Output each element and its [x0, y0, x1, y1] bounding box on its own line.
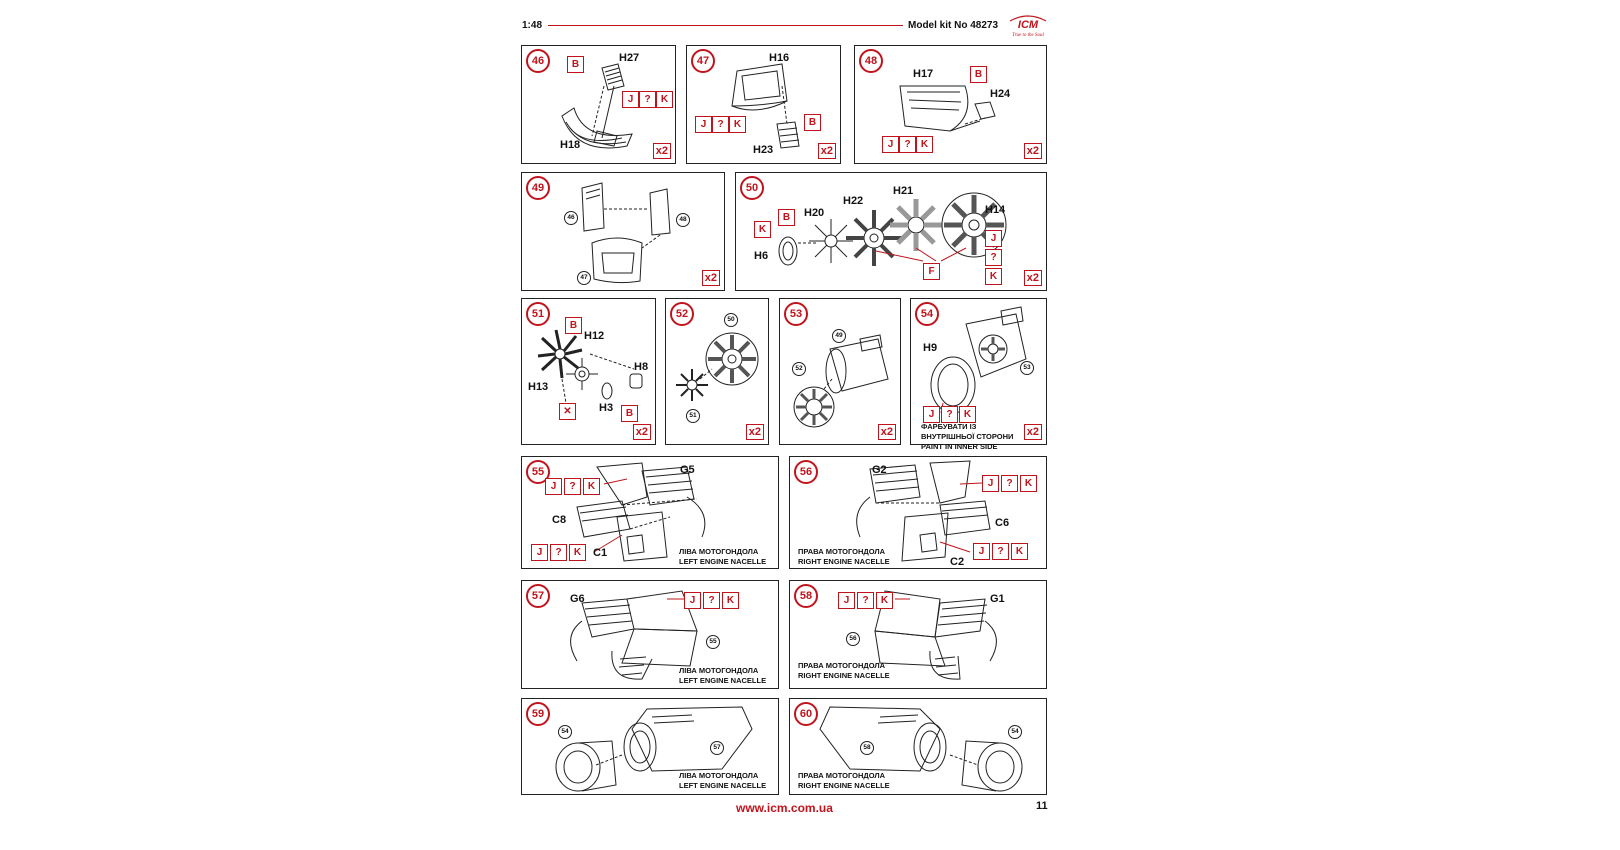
part-label: H17 [913, 68, 934, 80]
paint-code: K [959, 406, 976, 423]
quantity-badge: x2 [878, 424, 896, 440]
step-55-panel [521, 456, 779, 569]
quantity-badge: x2 [633, 424, 651, 440]
part-label: H18 [560, 139, 581, 151]
nacelle-title [798, 771, 890, 791]
paint-code: K [656, 91, 673, 108]
step-56-number: 56 [794, 460, 818, 484]
step-55-number: 55 [526, 460, 550, 484]
kit-number: Model kit No 48273 [908, 20, 999, 31]
nacelle-title-en: RIGHT ENGINE NACELLE [798, 557, 890, 566]
nacelle-title [679, 771, 766, 791]
paint-code: ? [564, 478, 581, 495]
step-49-number: 49 [526, 176, 550, 200]
paint-code: J [622, 91, 639, 108]
quantity-badge: x2 [1024, 143, 1042, 159]
paint-note-ua-2: ВНУТРІШНЬОЇ СТОРОНИ [921, 432, 1014, 441]
part-label: H3 [599, 402, 614, 414]
paint-code: K [1020, 475, 1037, 492]
part-label: G5 [680, 464, 695, 476]
logo-tagline: True to the Soul [1012, 33, 1044, 38]
nacelle-title-ua: ПРАВА МОТОГОНДОЛА [798, 771, 886, 780]
step-reference: 57 [710, 741, 724, 755]
part-label: C2 [950, 556, 965, 568]
paint-code: K [569, 544, 586, 561]
paint-code: ? [712, 116, 729, 133]
nacelle-title [679, 547, 766, 567]
quantity-badge: x2 [653, 143, 671, 159]
part-label: H6 [754, 250, 769, 262]
quantity-badge: x2 [1024, 424, 1042, 440]
step-reference: 56 [846, 632, 860, 646]
paint-code: ? [857, 592, 874, 609]
paint-code: F [923, 263, 940, 280]
paint-code: ? [992, 543, 1009, 560]
nacelle-title-ua: ЛІВА МОТОГОНДОЛА [679, 666, 759, 675]
step-reference: 49 [832, 329, 846, 343]
nacelle-title-en: LEFT ENGINE NACELLE [679, 557, 767, 566]
step-reference: 48 [676, 213, 690, 227]
part-label: C8 [552, 514, 567, 526]
paint-code: J [973, 543, 990, 560]
step-60-number: 60 [794, 702, 818, 726]
nacelle-title-ua: ЛІВА МОТОГОНДОЛА [679, 771, 759, 780]
part-label: H12 [584, 330, 605, 342]
step-47-number: 47 [691, 49, 715, 73]
paint-note-ua-1: ФАРБУВАТИ ІЗ [921, 422, 977, 431]
part-label: H21 [893, 185, 914, 197]
nacelle-title [798, 661, 890, 681]
paint-code: ? [550, 544, 567, 561]
step-reference: 58 [860, 741, 874, 755]
step-reference: 46 [564, 211, 578, 225]
paint-code: ✕ [559, 403, 576, 420]
paint-code: ? [899, 136, 916, 153]
nacelle-title-ua: ПРАВА МОТОГОНДОЛА [798, 661, 886, 670]
step-50-panel [735, 172, 1047, 291]
website-link[interactable]: www.icm.com.ua [736, 801, 833, 815]
header-rule [548, 25, 903, 26]
part-label: H20 [804, 207, 825, 219]
nacelle-title [798, 547, 890, 567]
paint-code: K [722, 592, 739, 609]
step-53-number: 53 [784, 302, 808, 326]
logo-text: ICM [1017, 19, 1039, 31]
step-56-panel [789, 456, 1047, 569]
quantity-badge: x2 [746, 424, 764, 440]
paint-code: J [838, 592, 855, 609]
paint-code: ? [941, 406, 958, 423]
step-57-number: 57 [526, 584, 550, 608]
step-49-panel [521, 172, 725, 291]
paint-code: K [583, 478, 600, 495]
step-reference: 52 [792, 362, 806, 376]
nacelle-title-en: LEFT ENGINE NACELLE [679, 781, 767, 790]
nacelle-title-en: RIGHT ENGINE NACELLE [798, 671, 890, 680]
step-52-panel [665, 298, 769, 445]
paint-note-en: PAINT IN INNER SIDE [921, 442, 998, 451]
step-46-number: 46 [526, 49, 550, 73]
step-58-number: 58 [794, 584, 818, 608]
step-46-panel [521, 45, 676, 164]
step-49-drawing [522, 173, 726, 292]
part-label: H22 [843, 195, 864, 207]
paint-code: K [754, 221, 771, 238]
quantity-badge: x2 [702, 270, 720, 286]
part-label: G1 [990, 593, 1005, 605]
step-53-panel [779, 298, 901, 445]
paint-code: K [876, 592, 893, 609]
step-52-number: 52 [670, 302, 694, 326]
step-59-number: 59 [526, 702, 550, 726]
paint-code: J [695, 116, 712, 133]
paint-code: J [545, 478, 562, 495]
paint-code: B [621, 405, 638, 422]
nacelle-title-ua: ПРАВА МОТОГОНДОЛА [798, 547, 886, 556]
scale-label: 1:48 [522, 20, 543, 31]
paint-code: J [882, 136, 899, 153]
step-reference: 47 [577, 271, 591, 285]
paint-code: J [684, 592, 701, 609]
paint-code: B [970, 66, 987, 83]
step-reference: 53 [1020, 361, 1034, 375]
paint-code: ? [639, 91, 656, 108]
step-reference: 54 [558, 725, 572, 739]
step-reference: 50 [724, 313, 738, 327]
step-50-number: 50 [740, 176, 764, 200]
nacelle-title-en: RIGHT ENGINE NACELLE [798, 781, 890, 790]
part-label: H27 [619, 52, 640, 64]
part-label: C6 [995, 517, 1010, 529]
paint-code: B [567, 56, 584, 73]
step-48-panel [854, 45, 1047, 164]
step-reference: 54 [1008, 725, 1022, 739]
nacelle-title-ua: ЛІВА МОТОГОНДОЛА [679, 547, 759, 556]
paint-code: K [985, 268, 1002, 285]
part-label: H14 [985, 204, 1006, 216]
step-54-number: 54 [915, 302, 939, 326]
part-label: H16 [769, 52, 790, 64]
nacelle-title-en: LEFT ENGINE NACELLE [679, 676, 767, 685]
step-59-panel [521, 698, 779, 795]
part-label: H23 [753, 144, 774, 156]
page-number: 11 [1036, 800, 1048, 812]
paint-code: J [982, 475, 999, 492]
part-label: G2 [872, 464, 887, 476]
paint-note [921, 422, 1013, 452]
step-reference: 51 [686, 409, 700, 423]
paint-code: B [565, 317, 582, 334]
step-51-number: 51 [526, 302, 550, 326]
paint-code: J [923, 406, 940, 423]
part-label: H9 [923, 342, 938, 354]
step-47-panel [686, 45, 841, 164]
step-48-number: 48 [859, 49, 883, 73]
step-51-panel [521, 298, 656, 445]
paint-code: K [916, 136, 933, 153]
paint-code: K [1011, 543, 1028, 560]
step-58-panel [789, 580, 1047, 689]
part-label: C1 [593, 547, 608, 559]
step-57-panel [521, 580, 779, 689]
paint-code: J [985, 230, 1002, 247]
step-54-panel [910, 298, 1047, 451]
paint-code: B [778, 209, 795, 226]
part-label: H8 [634, 361, 649, 373]
part-label: H24 [990, 88, 1011, 100]
paint-code: K [729, 116, 746, 133]
part-label: H13 [528, 381, 549, 393]
paint-code: ? [703, 592, 720, 609]
step-60-panel [789, 698, 1047, 795]
part-label: G6 [570, 593, 585, 605]
paint-code: J [531, 544, 548, 561]
paint-code: ? [1001, 475, 1018, 492]
step-reference: 55 [706, 635, 720, 649]
quantity-badge: x2 [1024, 270, 1042, 286]
quantity-badge: x2 [818, 143, 836, 159]
nacelle-title [679, 666, 766, 686]
paint-code: ? [985, 249, 1002, 266]
paint-code: B [804, 114, 821, 131]
icm-logo [1008, 13, 1048, 39]
